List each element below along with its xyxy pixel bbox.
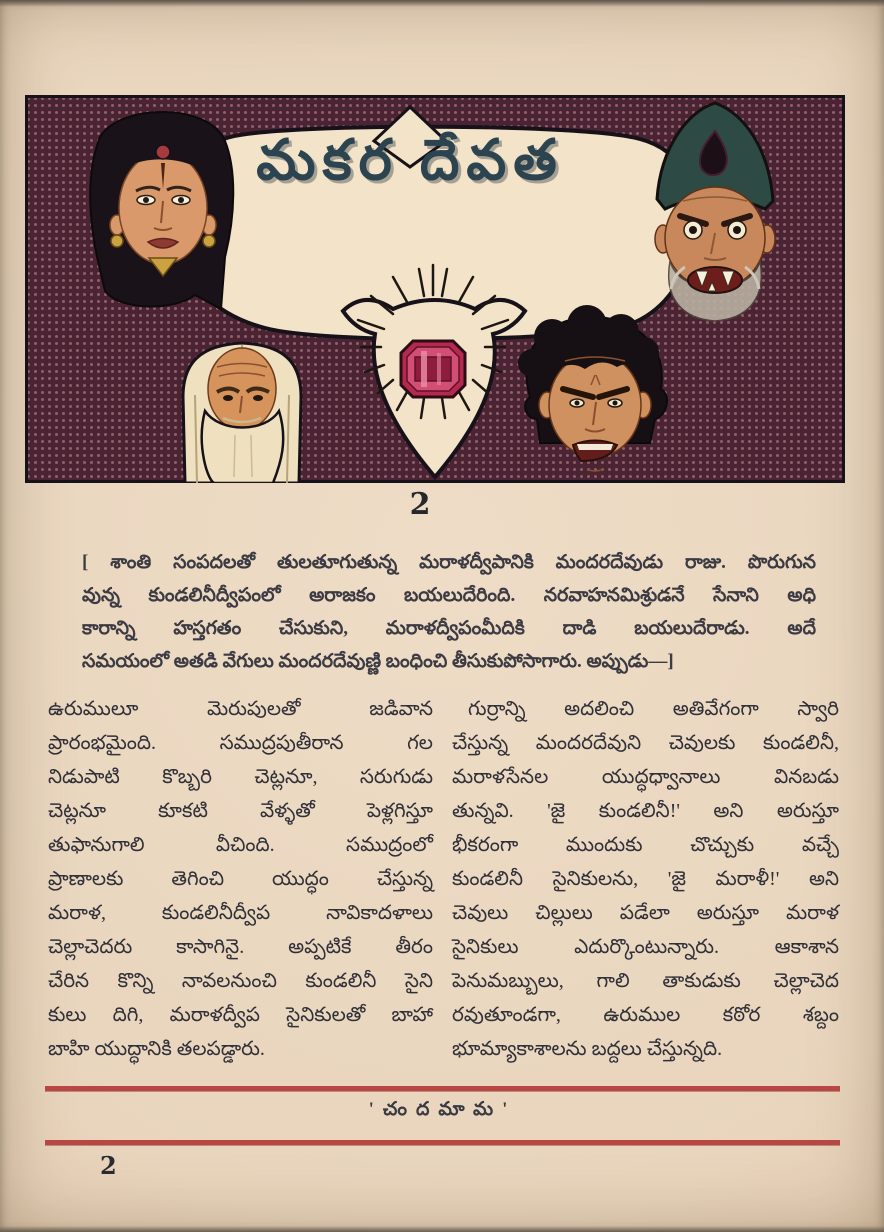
body-line: కుండలినీ సైనికులను, 'జై మరాళీ!' అని <box>452 868 839 890</box>
body-line: చేస్తున్న మందరదేవుని చెవులకు కుండలినీ, <box>452 732 839 754</box>
body-line: తుఫానుగాలి వీచింది. సముద్రంలో <box>48 834 433 856</box>
body-line: ప్రాణాలకు తెగించి యుద్ధం చేస్తున్న <box>48 868 433 890</box>
story-title: మకర దేవత <box>256 129 564 192</box>
intro-line: కారాన్ని హస్తగతం చేసుకుని, మరాళద్వీపంమీదికి దాడి బయలుదేరాడు. అదే <box>82 618 816 639</box>
body-line: పెనుమబ్బులు, గాలి తాకుడుకు చెల్లాచెద <box>452 970 839 992</box>
body-line: మరాళసేనల యుద్ధధ్వానాలు వినబడు <box>452 766 839 788</box>
intro-line: వున్న కుండలినీద్వీపంలో అరాజకం బయలుదేరింది. నరవాహనమిశ్రుడనే సేనాని అధి <box>82 585 816 606</box>
body-line: తున్నవి. 'జై కుండలినీ!' అని అరుస్తూ <box>452 800 839 822</box>
body-line: మరాళ, కుండలినీద్వీప నావికాదళాలు <box>48 902 433 924</box>
body-line: చెవులు చిల్లులు పడేలా అరుస్తూ మరాళ <box>452 902 839 924</box>
footer-magazine-name: 'చందమామ' <box>368 1099 517 1120</box>
footer-rule-top <box>45 1086 840 1091</box>
intro-line: సమయంలో అతడి వేగులు మందరదేవుణ్ణి బంధించి తీసుకుపోసాగారు. అప్పుడు—] <box>82 651 674 672</box>
body-line: ప్రారంభమైంది. సముద్రపుతీరాన గల <box>48 732 433 754</box>
body-column-left <box>48 692 433 1066</box>
body-line: భీకరంగా ముందుకు చొచ్చుకు వచ్చే <box>452 834 839 856</box>
body-line: చెట్లనూ కూకటి వేళ్ళతో పెళ్లగిస్తూ <box>48 800 433 822</box>
body-line: సైనికులు ఎదుర్కొంటున్నారు. ఆకాశాన <box>452 936 839 958</box>
page-number: 2 <box>100 1151 117 1180</box>
body-line: చేరిన కొన్ని నావలనుంచి కుండలినీ సైని <box>48 970 433 992</box>
body-line: ఉరుములూ మెరుపులతో జడివాన <box>48 698 433 720</box>
body-line: బాహి యుద్ధానికి తలపడ్డారు. <box>48 1038 265 1060</box>
body-column-right <box>452 692 839 1066</box>
intro-line: [ శాంతి సంపదలతో తులతూగుతున్న మరాళద్వీపానికి మందరదేవుడు రాజు. పొరుగున <box>82 552 816 573</box>
body-line: గుర్రాన్ని అదలించి అతివేగంగా స్వారి <box>468 698 839 720</box>
chapter-number: 2 <box>409 487 431 522</box>
gem-icon <box>401 341 465 397</box>
body-line: నిడుపాటి కొబ్బరి చెట్లనూ, సరుగుడు <box>48 766 433 788</box>
footer-rule-bottom <box>45 1140 840 1145</box>
body-line: భూమ్యాకాశాలను బద్దలు చేస్తున్నది. <box>452 1038 723 1060</box>
body-line: చెల్లాచెదరు కాసాగినై. అప్పటికే తీరం <box>48 936 433 958</box>
intro-synopsis <box>82 546 816 678</box>
sage-face-illustration <box>183 343 301 483</box>
body-line: కులు దిగి, మరాళద్వీప సైనికులతో బాహా <box>48 1004 433 1026</box>
body-line: రవుతూండగా, ఉరుముల కఠోర శబ్దం <box>452 1004 839 1026</box>
